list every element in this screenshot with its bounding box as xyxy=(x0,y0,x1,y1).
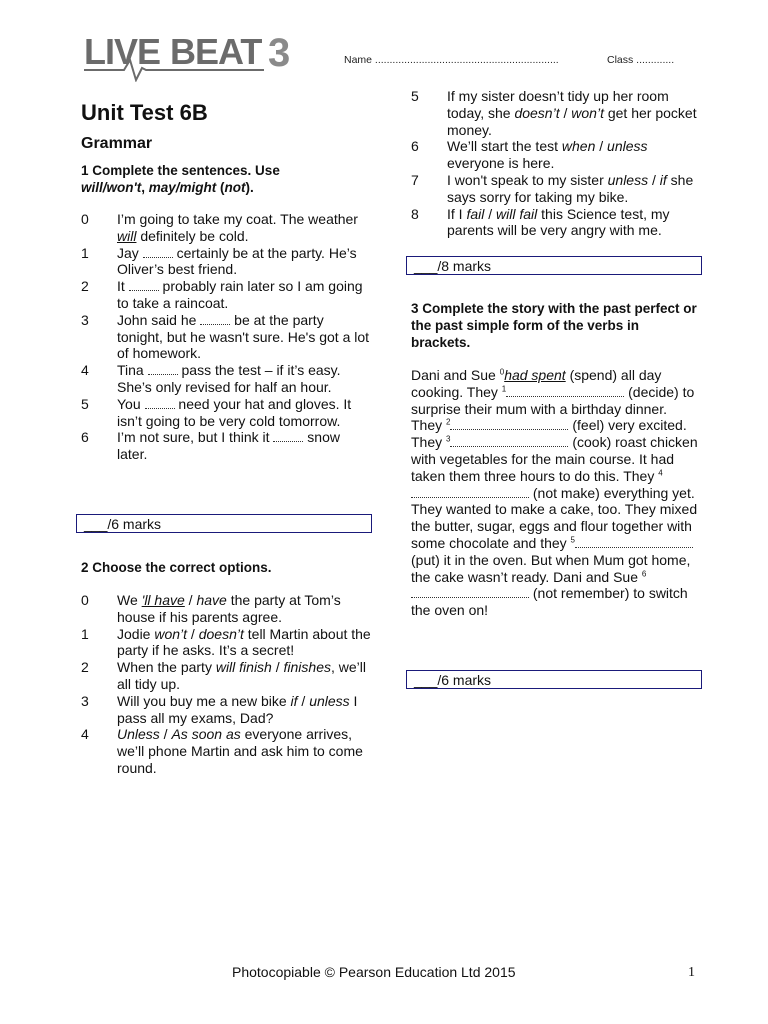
item-text: John said he xyxy=(117,311,201,328)
ex2-item xyxy=(411,138,701,172)
svg-text:BEAT: BEAT xyxy=(170,31,262,72)
example-answer: will xyxy=(117,227,137,244)
name-field[interactable]: Name ............................................................... xyxy=(344,54,559,66)
item-text: It xyxy=(117,278,129,295)
page-title: Unit Test 6B xyxy=(81,100,208,125)
item-number: 6 xyxy=(81,429,89,446)
item-text: snow later. xyxy=(117,429,340,463)
ex2-item xyxy=(411,206,701,240)
answer-gap[interactable] xyxy=(145,398,175,409)
ex2-marks-box[interactable]: ___/8 marks xyxy=(406,256,702,275)
item-text: pass the test – if it’s easy. She’s only revised for half an hour. xyxy=(117,362,341,395)
item-number: 0 xyxy=(81,211,89,227)
item-text: We xyxy=(117,592,142,608)
ex1-item xyxy=(81,278,371,312)
answer-gap[interactable] xyxy=(200,314,230,325)
option-2[interactable]: won’t xyxy=(571,104,604,121)
option-2[interactable]: have xyxy=(196,592,227,608)
item-text: get her pocket money. xyxy=(447,104,697,138)
svg-text:3: 3 xyxy=(268,31,291,75)
item-number: 2 xyxy=(81,659,89,676)
ex2-item xyxy=(411,172,701,206)
page-number: 1 xyxy=(688,965,695,980)
item-text: I’m not sure, but I think it xyxy=(117,429,274,446)
item-number: 8 xyxy=(411,205,419,222)
item-text: be at the party tonight, but he wasn't sure. He's got a lot of homework. xyxy=(117,311,370,362)
item-text: Jay xyxy=(117,244,143,261)
ex1-marks-box[interactable]: ___/6 marks xyxy=(76,514,372,533)
item-number: 2 xyxy=(81,278,89,295)
item-text: everyone is here. xyxy=(447,155,555,172)
item-number: 6 xyxy=(411,138,419,155)
answer-gap[interactable] xyxy=(273,431,303,442)
option-2[interactable]: finishes xyxy=(283,659,331,676)
item-number: 5 xyxy=(411,88,419,104)
option-1[interactable]: if xyxy=(290,692,298,709)
item-text: she says sorry for taking my bike. xyxy=(447,171,694,205)
item-number: 5 xyxy=(81,395,89,412)
item-text: Will you buy me a new bike xyxy=(117,692,291,709)
ex1-item xyxy=(81,211,371,245)
item-number: 3 xyxy=(81,692,89,709)
class-field[interactable]: Class ............. xyxy=(607,54,675,66)
ex1-item xyxy=(81,312,371,362)
ex3-marks-box[interactable]: ___/6 marks xyxy=(406,670,702,689)
option-1[interactable]: will finish xyxy=(215,659,272,676)
item-text: I pass all my exams, Dad? xyxy=(117,692,358,726)
copyright-footer: Photocopiable © Pearson Education Ltd 2015 xyxy=(232,964,516,980)
option-2[interactable]: will fail xyxy=(496,205,538,222)
ex1-item xyxy=(81,429,371,463)
option-separator: / xyxy=(595,138,608,155)
option-1[interactable]: when xyxy=(561,138,596,155)
option-2[interactable]: unless xyxy=(309,692,350,709)
item-text: I’m going to take my coat. The weather xyxy=(117,211,358,227)
item-text: the party at Tom’s house if his parents agree. xyxy=(117,592,341,625)
item-text: probably rain later so I am going to take a raincoat. xyxy=(117,278,363,311)
option-separator: / xyxy=(559,104,572,121)
ex3-instruction: 3 Complete the story with the past perfect or the past simple form of the verbs in brackets. xyxy=(411,301,697,350)
option-separator: / xyxy=(484,205,497,222)
item-number: 0 xyxy=(81,592,89,608)
item-text: I won't speak to my sister xyxy=(447,171,608,188)
ex2-item xyxy=(81,592,371,626)
ex2-item xyxy=(81,693,371,727)
option-separator: / xyxy=(648,171,660,188)
option-2[interactable]: As soon as xyxy=(171,726,241,743)
option-separator: / xyxy=(184,592,197,608)
item-text: Tina xyxy=(117,362,148,379)
ex2-item xyxy=(411,88,701,138)
item-text: need your hat and gloves. It isn’t going to be very cold tomorrow. xyxy=(117,395,352,429)
option-separator: / xyxy=(187,625,199,642)
option-1[interactable]: won’t xyxy=(154,625,188,642)
story-gap-4[interactable] xyxy=(411,487,529,498)
item-text: tell Martin about the party if he asks. It’s a secret! xyxy=(117,625,371,659)
option-1[interactable]: 'll have xyxy=(141,592,185,608)
item-text: this Science test, my parents will be very angry with me. xyxy=(447,205,670,239)
story-gap-6[interactable] xyxy=(411,587,529,598)
item-number: 4 xyxy=(81,362,89,379)
ex1-item xyxy=(81,362,371,396)
option-2[interactable]: unless xyxy=(607,138,648,155)
option-1[interactable]: Unless xyxy=(117,726,160,743)
item-text: Jodie xyxy=(117,625,155,642)
item-number: 7 xyxy=(411,171,419,188)
item-number: 1 xyxy=(81,625,89,642)
item-text: certainly be at the party. He’s Oliver’s best friend. xyxy=(117,244,357,278)
item-text: , we’ll all tidy up. xyxy=(117,659,366,692)
item-text: You xyxy=(117,395,145,412)
item-text: We’ll start the test xyxy=(447,138,562,155)
option-separator: / xyxy=(297,692,310,709)
ex1-list xyxy=(81,211,371,463)
option-2[interactable]: doesn’t xyxy=(198,625,244,642)
story-gap-5[interactable] xyxy=(575,537,693,548)
item-number: 4 xyxy=(81,726,89,743)
ex2-item xyxy=(81,659,371,693)
option-1[interactable]: unless xyxy=(607,171,649,188)
story-gap-3[interactable] xyxy=(450,436,568,447)
option-1[interactable]: doesn’t xyxy=(514,104,560,121)
answer-gap[interactable] xyxy=(129,280,159,291)
answer-gap[interactable] xyxy=(148,364,178,375)
story-gap-1[interactable] xyxy=(506,386,624,397)
item-text: If I xyxy=(447,205,467,222)
item-text: When the party xyxy=(117,659,216,676)
ex2-item xyxy=(81,626,371,660)
item-text: everyone arrives, we’ll phone Martin and ask him to come round. xyxy=(117,726,363,776)
ex1-instruction: 1 Complete the sentences. Use will/won't, may/might (not). xyxy=(81,163,280,195)
ex2-item xyxy=(81,726,371,776)
ex1-item xyxy=(81,396,371,430)
option-1[interactable]: fail xyxy=(466,205,485,222)
ex2-instruction: 2 Choose the correct options. xyxy=(81,560,272,575)
ex2-list-right xyxy=(411,88,701,239)
live-beat-logo xyxy=(84,30,300,82)
svg-text:LIVE: LIVE xyxy=(84,31,161,72)
item-text: If my sister doesn’t tidy up her room today, she xyxy=(447,88,669,121)
item-number: 3 xyxy=(81,311,89,328)
item-text: definitely be cold. xyxy=(136,227,249,244)
option-separator: / xyxy=(271,659,284,676)
ex2-list-left xyxy=(81,592,371,777)
option-2[interactable]: if xyxy=(659,171,667,188)
item-number: 1 xyxy=(81,244,89,261)
story-gap-2[interactable] xyxy=(450,419,568,430)
option-separator: / xyxy=(159,726,172,743)
section-heading: Grammar xyxy=(81,135,153,152)
ex3-story: Dani and Sue $^0$had spent (spend) all day cooking. They $^1$ (decide) to surprise their mum with a birthday dinner. They $^2$ (feel) very excited. They $^3$ (cook) roast chicken with vegetables for the main course. It had taken them three hours to do this. They $^4$ (not make) everything yet. They wanted to make a cake, too. They mixed the butter, sugar, eggs and flour together with some chocolate and they $^5$ (put) it in the oven. But when Mum got home, the cake wasn’t ready. Dani and Sue $^6$ (not remember) to switch the oven on! xyxy=(411,367,698,619)
ex1-item xyxy=(81,245,371,279)
answer-gap[interactable] xyxy=(143,247,173,258)
